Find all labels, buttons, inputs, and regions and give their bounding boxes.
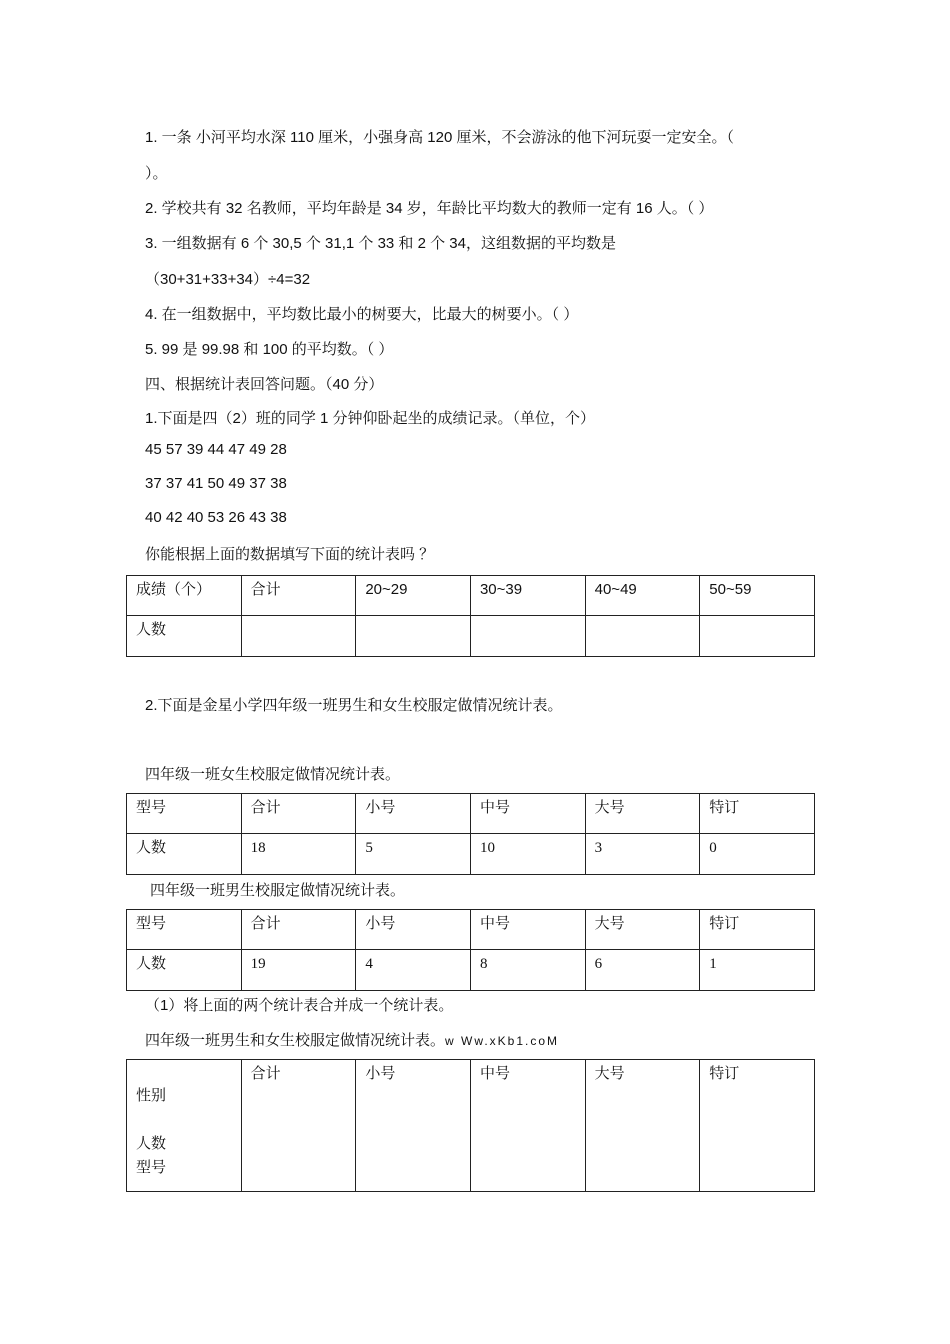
table-cell: 18 bbox=[241, 834, 356, 875]
table-cell: 0 bbox=[700, 834, 815, 875]
girls-uniform-table bbox=[126, 793, 815, 875]
sub-question-1: （1）将上面的两个统计表合并成一个统计表。 bbox=[145, 997, 454, 1014]
table-cell: 1 bbox=[700, 950, 815, 991]
table-cell: 19 bbox=[241, 950, 356, 991]
table-cell: 3 bbox=[585, 834, 700, 875]
table-header-cell: 中号 bbox=[470, 1060, 585, 1192]
table-cell bbox=[470, 616, 585, 657]
table-header-cell: 特订 bbox=[700, 794, 815, 834]
table-header-cell: 大号 bbox=[585, 910, 700, 950]
table-row-label: 人数 bbox=[127, 950, 242, 991]
section-4-heading: 四、根据统计表回答问题。（40 分） bbox=[145, 376, 384, 393]
fill-table-prompt: 你能根据上面的数据填写下面的统计表吗 ？ bbox=[145, 546, 435, 563]
table-cell: 4 bbox=[356, 950, 471, 991]
table-header-cell: 50~59 bbox=[700, 576, 815, 616]
table-cell: 5 bbox=[356, 834, 471, 875]
table-cell bbox=[356, 616, 471, 657]
merged-uniform-table bbox=[126, 1059, 815, 1192]
table-header-cell: 30~39 bbox=[470, 576, 585, 616]
boys-uniform-table bbox=[126, 909, 815, 991]
corner-label-gender: 性别 bbox=[136, 1087, 167, 1104]
question-2: 2. 学校共有 32 名教师，平均年龄是 34 岁，年龄比平均数大的教师一定有 16 人。（ ） bbox=[145, 200, 714, 217]
data-row-1: 45 57 39 44 47 49 28 bbox=[145, 441, 287, 458]
corner-label-size: 型号 bbox=[136, 1159, 167, 1176]
merged-table-title: 四年级一班男生和女生校服定做情况统计表。 bbox=[145, 1032, 446, 1049]
table-header-cell: 特订 bbox=[700, 910, 815, 950]
table-header-cell: 大号 bbox=[585, 794, 700, 834]
boys-table-title: 四年级一班男生校服定做情况统计表。 bbox=[150, 882, 406, 899]
table-header-cell: 40~49 bbox=[585, 576, 700, 616]
question-1-line-1: 1. 一条 小河平均水深 110 厘米，小强身高 120 厘米，不会游泳的他下河玩耍一定安全。（ bbox=[145, 129, 734, 146]
table-row-label: 人数 bbox=[127, 834, 242, 875]
table-header-cell: 型号 bbox=[127, 910, 242, 950]
table-cell: 6 bbox=[585, 950, 700, 991]
merged-table-title-row bbox=[145, 1029, 559, 1050]
table-header-cell: 合计 bbox=[241, 910, 356, 950]
table-cell: 8 bbox=[470, 950, 585, 991]
table-header-cell: 合计 bbox=[241, 576, 356, 616]
table-header-cell: 型号 bbox=[127, 794, 242, 834]
table-cell bbox=[700, 616, 815, 657]
score-table bbox=[126, 575, 815, 657]
question-1-line-2: ）。 bbox=[145, 165, 168, 182]
table-cell bbox=[585, 616, 700, 657]
question-4: 4. 在一组数据中，平均数比最小的树要大，比最大的树要小。（ ） bbox=[145, 306, 579, 323]
girls-table-title: 四年级一班女生校服定做情况统计表。 bbox=[145, 766, 401, 783]
table-header-cell: 大号 bbox=[585, 1060, 700, 1192]
data-row-3: 40 42 40 53 26 43 38 bbox=[145, 509, 287, 526]
table-header-cell: 中号 bbox=[470, 910, 585, 950]
problem-2-text: 2.下面是金星小学四年级一班男生和女生校服定做情况统计表。 bbox=[145, 697, 563, 714]
table-header-cell: 成绩（个） bbox=[127, 576, 242, 616]
table-header-cell: 合计 bbox=[241, 794, 356, 834]
table-cell bbox=[241, 616, 356, 657]
table-row-label: 人数 bbox=[127, 616, 242, 657]
table-cell: 10 bbox=[470, 834, 585, 875]
table-header-cell: 合计 bbox=[241, 1060, 356, 1192]
question-5: 5. 99 是 99.98 和 100 的平均数。（ ） bbox=[145, 341, 394, 358]
table-header-cell: 小号 bbox=[356, 1060, 471, 1192]
corner-label-count: 人数 bbox=[136, 1135, 167, 1152]
table-header-cell: 特订 bbox=[700, 1060, 815, 1192]
question-3-line-2: （30+31+33+34）÷4=32 bbox=[145, 271, 311, 288]
question-3-line-1: 3. 一组数据有 6 个 30,5 个 31,1 个 33 和 2 个 34，这组数据的平均数是 bbox=[145, 235, 616, 252]
table-header-cell: 中号 bbox=[470, 794, 585, 834]
problem-1-text: 1.下面是四（2）班的同学 1 分钟仰卧起坐的成绩记录。（单位，个） bbox=[145, 410, 596, 427]
data-row-2: 37 37 41 50 49 37 38 bbox=[145, 475, 287, 492]
table-header-cell: 小号 bbox=[356, 794, 471, 834]
table-header-cell: 小号 bbox=[356, 910, 471, 950]
corner-cell bbox=[127, 1060, 242, 1192]
watermark-text: w Ww.xKb1.coM bbox=[445, 1034, 560, 1048]
table-header-cell: 20~29 bbox=[356, 576, 471, 616]
